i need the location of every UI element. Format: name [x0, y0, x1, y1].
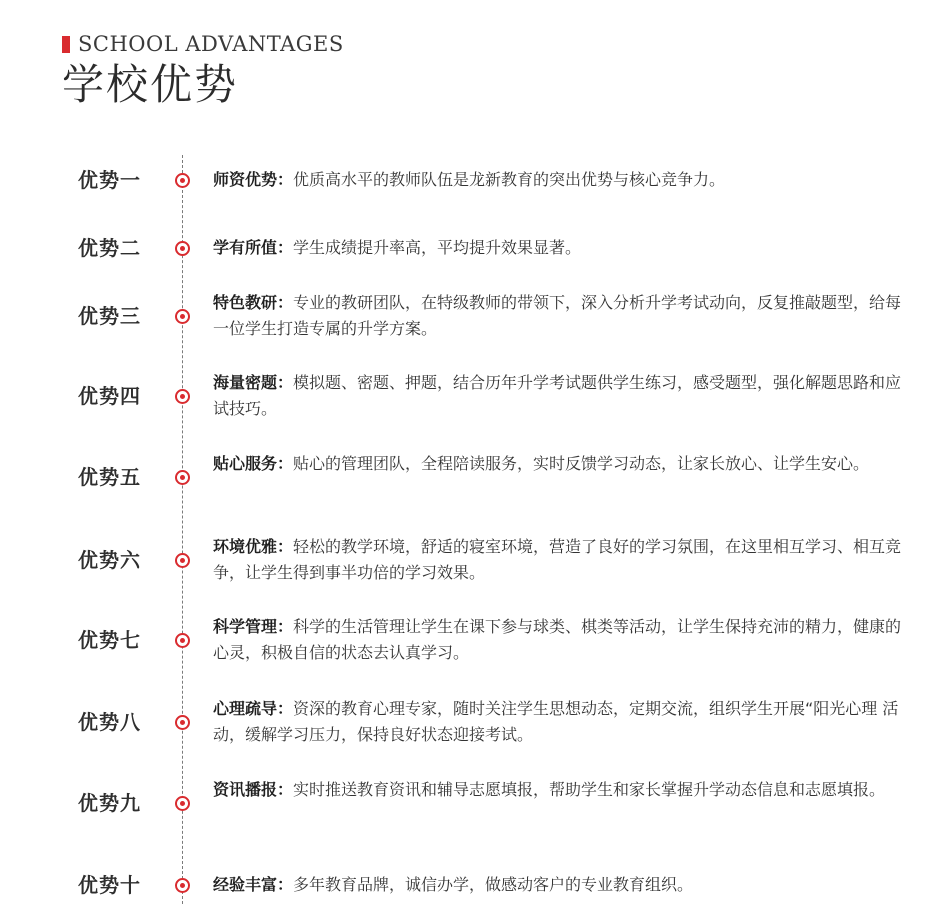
- advantage-text: [213, 534, 913, 586]
- advantage-description: 专业的教研团队，在特级教师的带领下，深入分析升学考试动向，反复推敲题型，给每一位学生打造专属的升学方案。: [213, 293, 902, 338]
- timeline-dot-icon: [175, 470, 190, 485]
- advantage-text: [213, 451, 913, 477]
- section-subtitle: [62, 32, 344, 56]
- timeline-dot-icon: [175, 878, 190, 893]
- advantage-description: 资深的教育心理专家，随时关注学生思想动态，定期交流，组织学生开展“阳光心理 活动，缓解学习压力，保持良好状态迎接考试。: [213, 699, 899, 744]
- advantage-description: 科学的生活管理让学生在课下参与球类、棋类等活动，让学生保持充沛的精力，健康的心灵，积极自信的状态去认真学习。: [213, 617, 902, 662]
- advantage-description: 学生成绩提升率高，平均提升效果显著。: [293, 238, 582, 257]
- advantage-title: 资讯播报：: [213, 780, 294, 799]
- advantage-label: 优势十: [78, 873, 141, 897]
- advantage-label: 优势七: [78, 628, 141, 652]
- timeline-dot-icon: [175, 241, 190, 256]
- advantage-text: [213, 167, 913, 193]
- advantage-title: 科学管理：: [213, 617, 294, 636]
- advantage-title: 学有所值：: [213, 238, 294, 257]
- advantage-description: 优质高水平的教师队伍是龙新教育的突出优势与核心竞争力。: [293, 170, 726, 189]
- advantage-label: 优势三: [78, 304, 141, 328]
- advantage-text: [213, 777, 913, 803]
- advantage-label: 优势四: [78, 384, 141, 408]
- advantage-text: [213, 370, 913, 422]
- timeline-line: [182, 155, 183, 904]
- advantage-title: 环境优雅：: [213, 537, 294, 556]
- advantage-description: 多年教育品牌，诚信办学，做感动客户的专业教育组织。: [293, 875, 694, 894]
- advantage-title: 师资优势：: [213, 170, 294, 189]
- advantage-description: 贴心的管理团队，全程陪读服务，实时反馈学习动态，让家长放心、让学生安心。: [293, 454, 870, 473]
- advantage-description: 轻松的教学环境，舒适的寝室环境，营造了良好的学习氛围，在这里相互学习、相互竞争，让学生得到事半功倍的学习效果。: [213, 537, 902, 582]
- section-subtitle-text: SCHOOL ADVANTAGES: [78, 32, 344, 56]
- timeline-dot-icon: [175, 309, 190, 324]
- advantage-label: 优势五: [78, 465, 141, 489]
- advantage-text: [213, 290, 913, 342]
- advantage-title: 贴心服务：: [213, 454, 294, 473]
- advantage-text: [213, 235, 913, 261]
- timeline-dot-icon: [175, 389, 190, 404]
- timeline-dot-icon: [175, 553, 190, 568]
- advantage-title: 心理疏导：: [213, 699, 294, 718]
- section-header: [62, 32, 344, 114]
- timeline-dot-icon: [175, 796, 190, 811]
- advantage-title: 特色教研：: [213, 293, 294, 312]
- advantage-label: 优势一: [78, 168, 141, 192]
- advantage-label: 优势八: [78, 710, 141, 734]
- advantage-label: 优势九: [78, 791, 141, 815]
- advantage-label: 优势二: [78, 236, 141, 260]
- advantage-description: 实时推送教育资讯和辅导志愿填报，帮助学生和家长掌握升学动态信息和志愿填报。: [293, 780, 886, 799]
- accent-bar: [62, 36, 70, 53]
- page-title: 学校优势: [62, 60, 239, 109]
- advantage-title: 海量密题：: [213, 373, 294, 392]
- advantage-text: [213, 614, 913, 666]
- advantage-label: 优势六: [78, 548, 141, 572]
- advantage-text: [213, 872, 913, 898]
- timeline-dot-icon: [175, 715, 190, 730]
- timeline-dot-icon: [175, 633, 190, 648]
- advantage-description: 模拟题、密题、押题，结合历年升学考试题供学生练习，感受题型，强化解题思路和应试技巧。: [213, 373, 902, 418]
- advantage-title: 经验丰富：: [213, 875, 294, 894]
- timeline-dot-icon: [175, 173, 190, 188]
- advantage-text: [213, 696, 913, 748]
